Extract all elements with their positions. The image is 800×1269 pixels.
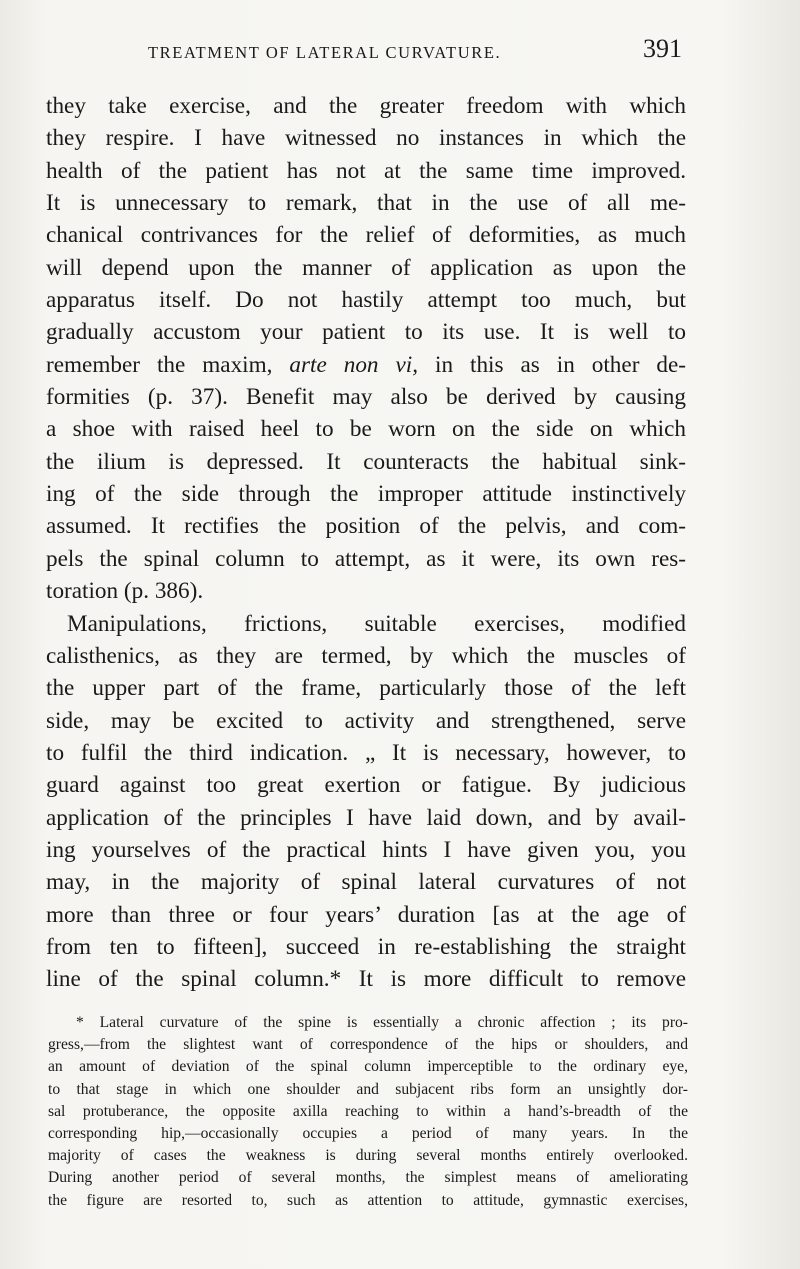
footnote-line: * Lateral curvature of the spine is essentially a chronic affection ; its pro- (76, 1014, 688, 1031)
text-line: health of the patient has not at the same time improved. (46, 157, 686, 184)
text-line: pels the spinal column to attempt, as it were, its own res- (46, 545, 686, 572)
text-line: may, in the majority of spinal lateral curvatures of not (46, 869, 686, 896)
text-line: chanical contrivances for the relief of deformities, as much (46, 222, 686, 249)
text-line: from ten to fifteen], succeed in re-establishing the straight (46, 933, 686, 960)
text-line: the ilium is depressed. It counteracts the habitual sink- (46, 448, 686, 475)
text-line: toration (p. 386). (46, 578, 204, 605)
text-fragment: in this as in other de- (418, 351, 686, 378)
text-line: will depend upon the manner of application as upon the (46, 254, 686, 281)
text-line: gradually accustom your patient to its use. It is well to (46, 319, 686, 346)
text-line: they take exercise, and the greater freedom with which (46, 93, 686, 119)
footnote-line: sal protuberance, the opposite axilla reaching to within a hand’s-breadth of the (48, 1102, 688, 1120)
text-line: side, may be excited to activity and strengthened, serve (46, 707, 686, 734)
footnote-line: the figure are resorted to, such as attention to attitude, gymnastic exercises, (48, 1191, 688, 1209)
latin-maxim: arte non vi, (289, 351, 419, 378)
page-number: 391 (643, 34, 682, 63)
text-line: the upper part of the frame, particularly those of the left (46, 675, 686, 702)
text-line: more than three or four years’ duration [as at the age of (46, 901, 686, 928)
text-line-with-maxim (46, 349, 686, 381)
footnote-line: majority of cases the weakness is during several months entirely overlooked. (48, 1147, 688, 1165)
text-line: assumed. It rectifies the position of the pelvis, and com- (46, 513, 686, 540)
footnote-line: gress,—from the slightest want of correspondence of the hips or shoulders, and (48, 1036, 688, 1054)
text-line: formities (p. 37). Benefit may also be derived by causing (46, 384, 686, 411)
text-line: they respire. I have witnessed no instances in which the (46, 125, 686, 152)
text-line: ing yourselves of the practical hints I have given you, you (46, 836, 686, 863)
running-head: TREATMENT OF LATERAL CURVATURE. (148, 43, 502, 62)
page-header (44, 34, 684, 68)
text-line: calisthenics, as they are termed, by which the muscles of (46, 642, 686, 669)
text-line: a shoe with raised heel to be worn on the side on which (46, 416, 686, 443)
text-line: apparatus itself. Do not hastily attempt too much, but (46, 287, 686, 314)
text-line: to fulfil the third indication. „ It is necessary, however, to (46, 739, 686, 766)
main-text (46, 90, 686, 996)
footnote (48, 1012, 688, 1212)
footnote-line: an amount of deviation of the spinal column imperceptible to the ordinary eye, (48, 1058, 688, 1076)
footnote-line: During another period of several months, the simplest means of ameliorating (48, 1169, 688, 1187)
paragraph-start-line: Manipulations, frictions, suitable exercises, modified (67, 610, 686, 637)
text-line: ing of the side through the improper attitude instinctively (46, 481, 686, 508)
footnote-line: to that stage in which one shoulder and subjacent ribs form an unsightly dor- (48, 1080, 688, 1098)
text-line: application of the principles I have laid down, and by avail- (46, 804, 686, 831)
text-line: It is unnecessary to remark, that in the use of all me- (46, 190, 686, 217)
text-fragment: remember the maxim, (46, 351, 290, 378)
text-line: guard against too great exertion or fatigue. By judicious (46, 772, 686, 799)
footnote-line: corresponding hip,—occasionally occupies a period of many years. In the (48, 1124, 688, 1142)
text-line: line of the spinal column.* It is more difficult to remove (46, 966, 686, 993)
